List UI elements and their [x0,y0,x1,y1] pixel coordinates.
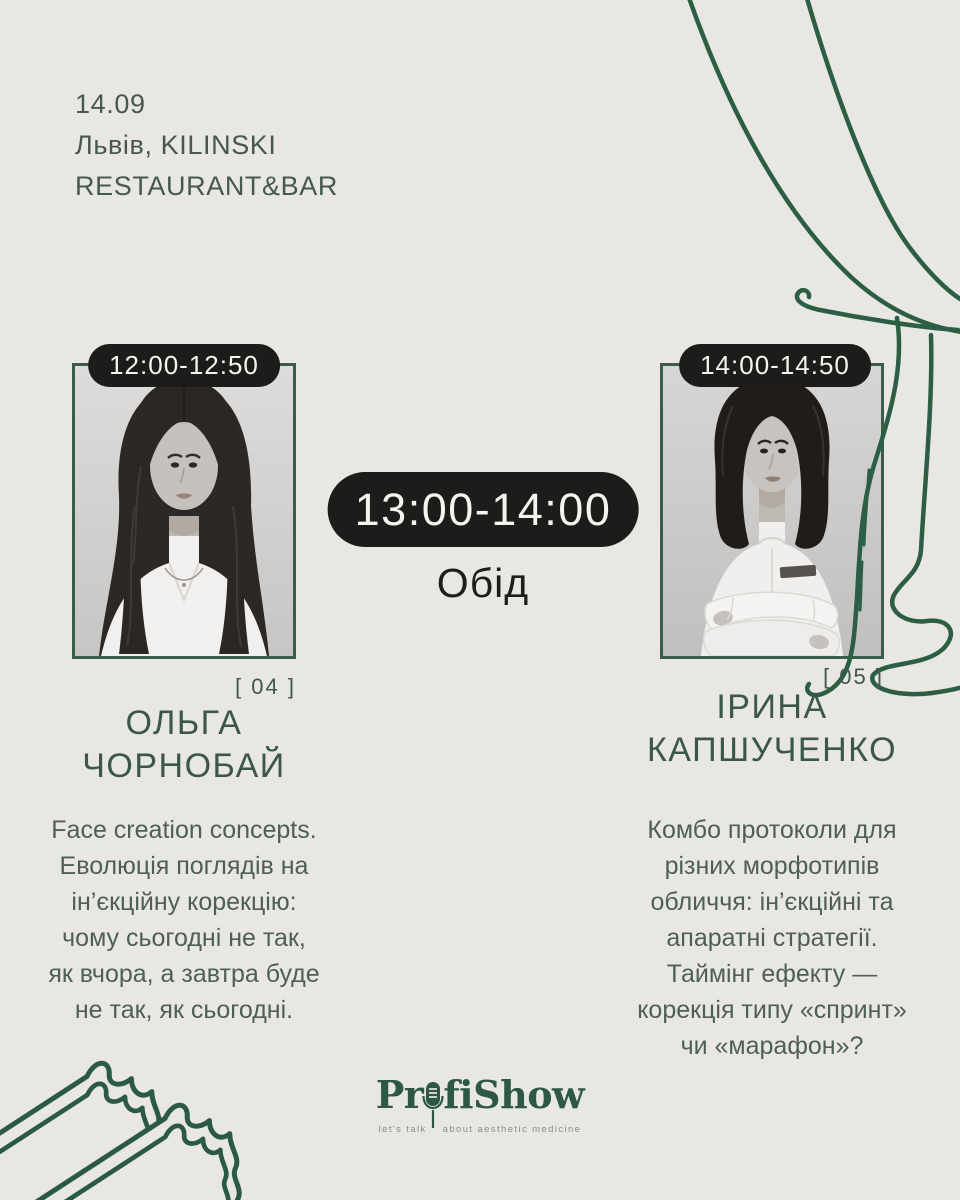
event-header [75,84,338,207]
talk-right-line: Таймінг ефекту — [666,960,878,988]
talk-left-line: як вчора, а завтра буде [48,960,320,988]
portrait-illustration-right [663,366,881,656]
speaker-name-right [612,686,932,772]
logo-tagline-left: let's talk [378,1124,427,1135]
microphone-icon [424,1084,442,1108]
lunch-time-badge: 13:00-14:00 [328,472,639,547]
event-location-line1: Львів, KILINSKI [75,130,277,160]
logo-wordmark [350,1072,610,1117]
lunch-label: Обід [436,560,530,606]
logo-text-pr: Pr [375,1072,424,1117]
speaker-name-left-line2: ЧОРНОБАЙ [82,747,286,785]
logo-tagline [350,1124,610,1135]
logo-text-show: Show [473,1072,585,1117]
talk-right-line: Комбо протоколи для [647,816,897,844]
speaker-name-right-line2: КАПШУЧЕНКО [646,731,898,769]
event-location-line2: RESTAURANT&BAR [75,171,338,201]
talk-description-left [19,812,349,1028]
time-badge-right: 14:00-14:50 [679,344,871,387]
speaker-name-left-line1: ОЛЬГА [125,704,243,742]
tickets-doodle-icon [0,1048,278,1200]
time-badge-left: 12:00-12:50 [88,344,280,387]
logo-tagline-right: about aesthetic medicine [442,1124,582,1135]
speaker-name-left [24,702,344,788]
talk-left-line: не так, як сьогодні. [74,996,294,1024]
profishow-logo [350,1072,610,1135]
speaker-number-right: [ 05 ] [823,664,884,689]
talk-left-line: Face creation concepts. [51,816,317,844]
talk-left-line: чому сьогодні не так, [62,924,306,952]
event-date: 14.09 [75,89,146,119]
talk-right-line: апаратні стратегії. [666,924,878,952]
talk-description-right [607,812,937,1064]
portrait-illustration-left [75,366,293,656]
talk-right-line: корекція типу «спринт» [637,996,907,1024]
talk-right-line: чи «марафон»? [680,1032,864,1060]
talk-right-line: різних морфотипів [664,852,880,880]
speaker-name-right-line1: ІРИНА [716,688,828,726]
speaker-number-left: [ 04 ] [235,674,296,699]
speaker-photo-right [660,363,884,659]
talk-left-line: ін’єкційну корекцію: [71,888,297,916]
logo-text-fi: fi [443,1072,474,1117]
speaker-photo-left [72,363,296,659]
talk-right-line: обличчя: ін’єкційні та [650,888,894,916]
talk-left-line: Еволюція поглядів на [59,852,309,880]
